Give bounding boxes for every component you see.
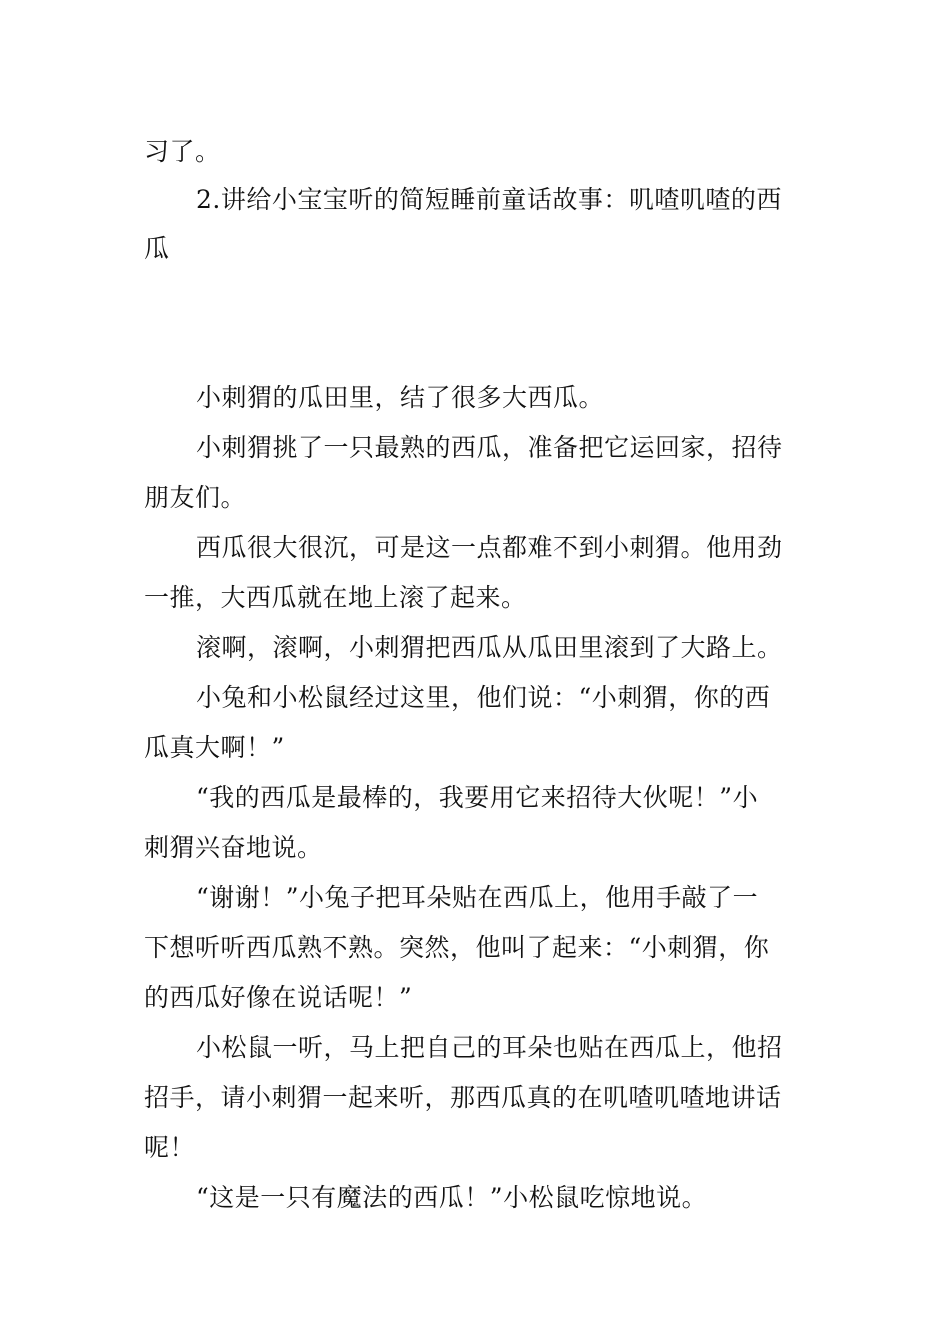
paragraph-line: 瓜真大啊！” (144, 733, 285, 762)
paragraph-line: 刺猬兴奋地说。 (144, 833, 323, 862)
paragraph-line: 下想听听西瓜熟不熟。突然，他叫了起来：“小刺猬，你 (144, 933, 770, 962)
paragraph-line: 小刺猬的瓜田里，结了很多大西瓜。 (196, 383, 605, 412)
section-heading: 2.讲给小宝宝听的简短睡前童话故事：叽喳叽喳的西 (196, 185, 782, 214)
paragraph-line: 招手，请小刺猬一起来听，那西瓜真的在叽喳叽喳地讲话 (144, 1083, 782, 1112)
paragraph-line: 朋友们。 (144, 483, 247, 512)
text-line: 习了。 (144, 137, 221, 166)
paragraph-line: “这是一只有魔法的西瓜！”小松鼠吃惊地说。 (196, 1183, 708, 1212)
paragraph-line: “我的西瓜是最棒的，我要用它来招待大伙呢！”小 (196, 783, 759, 812)
paragraph-line: “谢谢！”小兔子把耳朵贴在西瓜上，他用手敲了一 (196, 883, 759, 912)
paragraph-line: 小刺猬挑了一只最熟的西瓜，准备把它运回家，招待 (196, 433, 783, 462)
paragraph-line: 呢！ (144, 1133, 196, 1162)
paragraph-line: 滚啊，滚啊，小刺猬把西瓜从瓜田里滚到了大路上。 (196, 633, 783, 662)
paragraph-line: 小松鼠一听，马上把自己的耳朵也贴在西瓜上，他招 (196, 1033, 783, 1062)
paragraph-line: 的西瓜好像在说话呢！” (144, 983, 413, 1012)
paragraph-line: 西瓜很大很沉，可是这一点都难不到小刺猬。他用劲 (196, 533, 783, 562)
section-heading-continued: 瓜 (144, 234, 170, 263)
paragraph-line: 小兔和小松鼠经过这里，他们说：“小刺猬，你的西 (196, 683, 771, 712)
paragraph-line: 一推，大西瓜就在地上滚了起来。 (144, 583, 527, 612)
